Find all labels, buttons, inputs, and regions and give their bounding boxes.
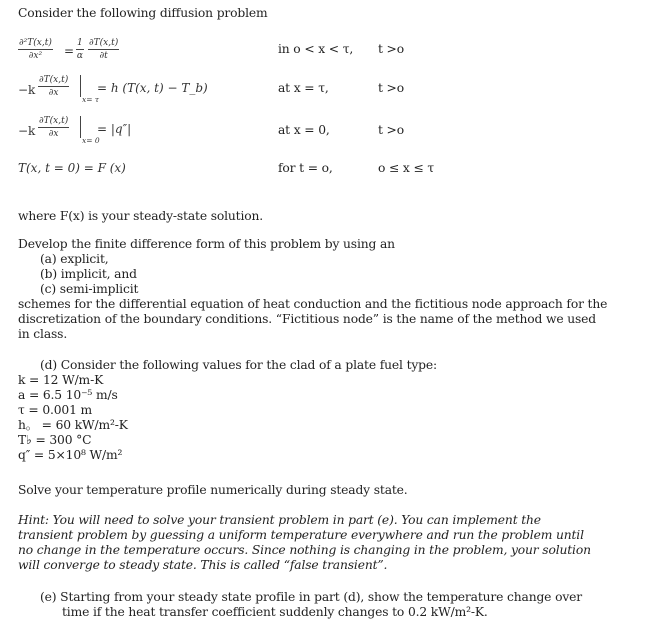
- eq2-derivative: $\frac{\partial T(x,t)}{\partial x}$: [39, 75, 69, 98]
- eq2-domain: at x = τ,: [278, 81, 329, 95]
- eq2-time: t >o: [378, 81, 404, 95]
- eq4-time: o ≤ x ≤ τ: [378, 161, 435, 175]
- part-b: (b) implicit, and: [40, 267, 137, 281]
- where-text: where F(x) is your steady-state solution.: [18, 209, 264, 223]
- hint-line-3: no change in the temperature occurs. Since nothing is changing in the problem, your solution: [18, 543, 591, 557]
- hint-line-1: Hint: You will need to solve your transient problem in part (e). You can implement the: [18, 513, 541, 527]
- part-c: (c) semi-implicit: [40, 282, 139, 296]
- intro-text: Consider the following diffusion problem: [18, 6, 268, 20]
- eq1-time: t >o: [378, 42, 404, 56]
- part-e-line-1: (e) Starting from your steady state profile in part (d), show the temperature change over: [40, 590, 582, 604]
- value-h: h。 = 60 kW/m²-K: [18, 418, 128, 432]
- schemes-line-3: in class.: [18, 327, 68, 341]
- eq3-evaluation-bar: [80, 116, 81, 138]
- solve-text: Solve your temperature profile numerically during steady state.: [18, 483, 408, 497]
- eq3-derivative: $\frac{\partial T(x,t)}{\partial x}$: [39, 116, 69, 139]
- eq1-coefficient: $\frac{1}{\alpha}$: [76, 38, 83, 61]
- part-a: (a) explicit,: [40, 252, 109, 266]
- eq4-domain: for t = o,: [278, 161, 333, 175]
- eq1-time-derivative: $\frac{\partial T(x,t)}{\partial t}$: [89, 38, 119, 61]
- eq3-time: t >o: [378, 123, 404, 137]
- part-d-intro: (d) Consider the following values for the clad of a plate fuel type:: [40, 358, 438, 372]
- eq2-evaluation-bar: [80, 75, 81, 97]
- hint-line-4: will converge to steady state. This is called “false transient”.: [18, 558, 388, 572]
- schemes-line-2: discretization of the boundary conditions. “Fictitious node” is the name of the method we used: [18, 312, 597, 326]
- value-tb: T♭ = 300 °C: [18, 433, 92, 447]
- part-e-line-2: time if the heat transfer coefficient suddenly changes to 0.2 kW/m²-K.: [62, 605, 488, 619]
- value-k: k = 12 W/m-K: [18, 373, 104, 387]
- schemes-line-1: schemes for the differential equation of heat conduction and the fictitious node approach for the: [18, 297, 608, 311]
- hint-line-2: transient problem by guessing a uniform temperature everywhere and run the problem until: [18, 528, 584, 542]
- eq3-domain: at x = 0,: [278, 123, 330, 137]
- eq1-second-derivative: $\frac{\text{∂²T(x,t)}}{\text{∂x²}}$: [19, 38, 52, 61]
- eq1-domain: in o < x < τ,: [278, 42, 354, 56]
- value-tau: τ = 0.001 m: [18, 403, 93, 417]
- develop-text: Develop the finite difference form of this problem by using an: [18, 237, 395, 251]
- value-q: q″ = 5×10⁸ W/m²: [18, 448, 123, 462]
- value-a: a = 6.5 10⁻⁵ m/s: [18, 388, 118, 402]
